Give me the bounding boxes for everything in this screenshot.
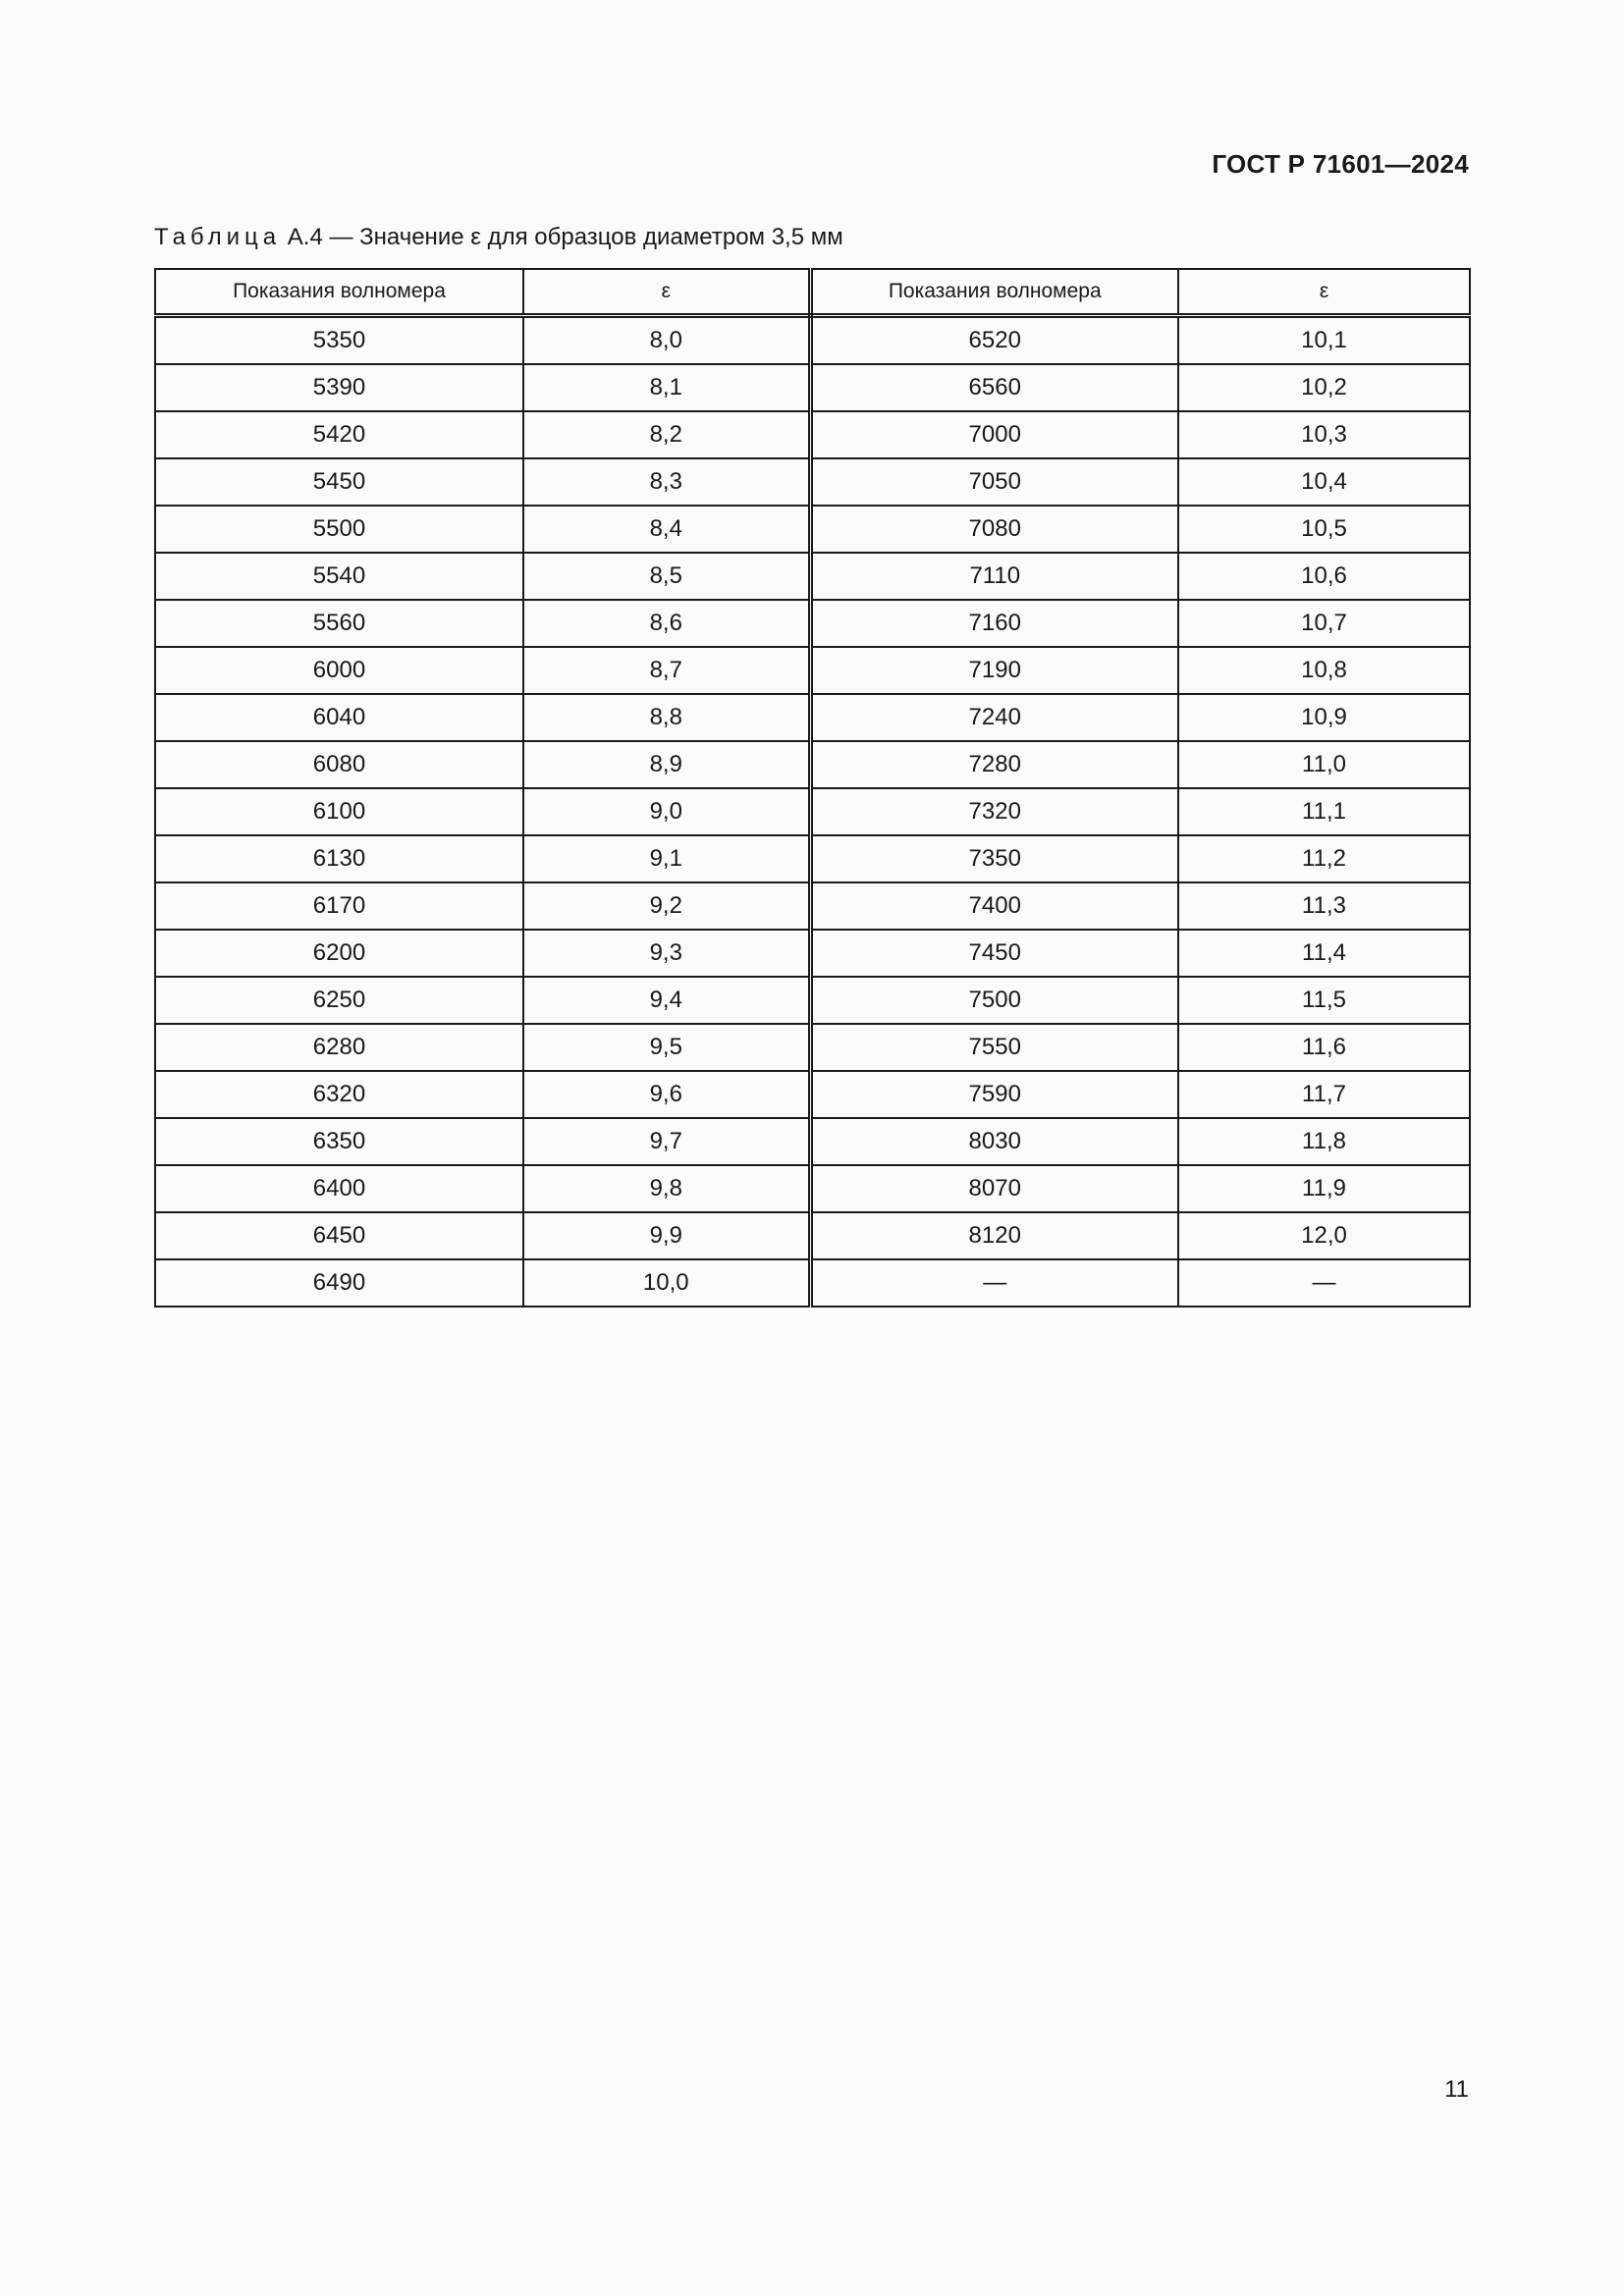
- table-row: [155, 1118, 1470, 1165]
- cell-epsilon: 11,1: [1178, 788, 1470, 835]
- cell-wavemeter-reading: 5420: [155, 411, 523, 458]
- cell-wavemeter-reading: 6170: [155, 882, 523, 930]
- cell-epsilon: 11,6: [1178, 1024, 1470, 1071]
- cell-epsilon: 10,3: [1178, 411, 1470, 458]
- table-row: [155, 1212, 1470, 1259]
- cell-wavemeter-reading: 6520: [810, 316, 1178, 365]
- cell-wavemeter-reading: 6080: [155, 741, 523, 788]
- cell-wavemeter-reading: 8070: [810, 1165, 1178, 1212]
- page-number: 11: [1444, 2076, 1469, 2103]
- cell-epsilon: 10,6: [1178, 553, 1470, 600]
- cell-epsilon: 11,0: [1178, 741, 1470, 788]
- cell-epsilon: 8,0: [523, 316, 810, 365]
- cell-wavemeter-reading: 7110: [810, 553, 1178, 600]
- cell-epsilon: 11,3: [1178, 882, 1470, 930]
- cell-epsilon: 10,1: [1178, 316, 1470, 365]
- table-caption-prefix: Таблица: [154, 224, 282, 250]
- cell-epsilon: 8,9: [523, 741, 810, 788]
- table-header-row: [155, 269, 1470, 316]
- cell-epsilon: 8,8: [523, 694, 810, 741]
- cell-epsilon: 10,0: [523, 1259, 810, 1307]
- cell-epsilon: 9,3: [523, 930, 810, 977]
- cell-wavemeter-reading: 6250: [155, 977, 523, 1024]
- cell-epsilon: 11,7: [1178, 1071, 1470, 1118]
- cell-wavemeter-reading: 6560: [810, 364, 1178, 411]
- cell-wavemeter-reading: 8120: [810, 1212, 1178, 1259]
- cell-epsilon: 8,3: [523, 458, 810, 506]
- cell-epsilon: 9,6: [523, 1071, 810, 1118]
- cell-wavemeter-reading: 5390: [155, 364, 523, 411]
- table-row: [155, 1071, 1470, 1118]
- cell-wavemeter-reading: 6100: [155, 788, 523, 835]
- cell-epsilon: 8,5: [523, 553, 810, 600]
- table-row: [155, 411, 1470, 458]
- cell-wavemeter-reading: —: [810, 1259, 1178, 1307]
- cell-epsilon: 10,5: [1178, 506, 1470, 553]
- epsilon-table: [154, 268, 1471, 1308]
- cell-epsilon: 9,4: [523, 977, 810, 1024]
- cell-wavemeter-reading: 5450: [155, 458, 523, 506]
- cell-epsilon: 10,4: [1178, 458, 1470, 506]
- cell-wavemeter-reading: 6450: [155, 1212, 523, 1259]
- table-row: [155, 1259, 1470, 1307]
- cell-wavemeter-reading: 6490: [155, 1259, 523, 1307]
- cell-epsilon: 11,5: [1178, 977, 1470, 1024]
- cell-wavemeter-reading: 7190: [810, 647, 1178, 694]
- table-row: [155, 364, 1470, 411]
- table-container: [154, 268, 1469, 1308]
- cell-epsilon: 9,1: [523, 835, 810, 882]
- cell-epsilon: 9,0: [523, 788, 810, 835]
- table-caption: [154, 224, 843, 251]
- cell-epsilon: 8,7: [523, 647, 810, 694]
- cell-epsilon: 9,5: [523, 1024, 810, 1071]
- table-row: [155, 977, 1470, 1024]
- column-header-epsilon: ε: [1178, 269, 1470, 316]
- table-row: [155, 1165, 1470, 1212]
- table-row: [155, 458, 1470, 506]
- cell-wavemeter-reading: 5560: [155, 600, 523, 647]
- column-header-epsilon: ε: [523, 269, 810, 316]
- cell-wavemeter-reading: 6000: [155, 647, 523, 694]
- cell-epsilon: 10,7: [1178, 600, 1470, 647]
- cell-epsilon: 10,8: [1178, 647, 1470, 694]
- table-row: [155, 882, 1470, 930]
- cell-wavemeter-reading: 7050: [810, 458, 1178, 506]
- column-header-wavemeter-reading: Показания волномера: [155, 269, 523, 316]
- cell-wavemeter-reading: 6400: [155, 1165, 523, 1212]
- cell-epsilon: 9,7: [523, 1118, 810, 1165]
- cell-epsilon: 9,9: [523, 1212, 810, 1259]
- table-row: [155, 788, 1470, 835]
- cell-epsilon: 8,4: [523, 506, 810, 553]
- cell-wavemeter-reading: 7350: [810, 835, 1178, 882]
- table-row: [155, 506, 1470, 553]
- table-caption-text: А.4 — Значение ε для образцов диаметром 3,5 мм: [281, 224, 843, 250]
- cell-wavemeter-reading: 7240: [810, 694, 1178, 741]
- cell-epsilon: 11,2: [1178, 835, 1470, 882]
- cell-wavemeter-reading: 5540: [155, 553, 523, 600]
- cell-wavemeter-reading: 5500: [155, 506, 523, 553]
- cell-epsilon: 11,4: [1178, 930, 1470, 977]
- cell-wavemeter-reading: 5350: [155, 316, 523, 365]
- cell-wavemeter-reading: 7400: [810, 882, 1178, 930]
- cell-wavemeter-reading: 7320: [810, 788, 1178, 835]
- table-row: [155, 316, 1470, 365]
- cell-wavemeter-reading: 7500: [810, 977, 1178, 1024]
- cell-wavemeter-reading: 7000: [810, 411, 1178, 458]
- cell-epsilon: 11,9: [1178, 1165, 1470, 1212]
- cell-epsilon: 12,0: [1178, 1212, 1470, 1259]
- table-row: [155, 553, 1470, 600]
- cell-epsilon: 10,2: [1178, 364, 1470, 411]
- cell-wavemeter-reading: 7590: [810, 1071, 1178, 1118]
- column-header-wavemeter-reading: Показания волномера: [810, 269, 1178, 316]
- cell-epsilon: 9,8: [523, 1165, 810, 1212]
- table-row: [155, 741, 1470, 788]
- cell-epsilon: 10,9: [1178, 694, 1470, 741]
- cell-epsilon: 9,2: [523, 882, 810, 930]
- cell-wavemeter-reading: 6040: [155, 694, 523, 741]
- document-code: ГОСТ Р 71601—2024: [1212, 149, 1469, 179]
- table-row: [155, 694, 1470, 741]
- cell-epsilon: 11,8: [1178, 1118, 1470, 1165]
- table-body: [155, 316, 1470, 1308]
- cell-epsilon: —: [1178, 1259, 1470, 1307]
- cell-wavemeter-reading: 7160: [810, 600, 1178, 647]
- cell-wavemeter-reading: 6200: [155, 930, 523, 977]
- cell-wavemeter-reading: 7450: [810, 930, 1178, 977]
- cell-wavemeter-reading: 6350: [155, 1118, 523, 1165]
- cell-epsilon: 8,2: [523, 411, 810, 458]
- cell-wavemeter-reading: 6320: [155, 1071, 523, 1118]
- cell-wavemeter-reading: 7550: [810, 1024, 1178, 1071]
- cell-wavemeter-reading: 6130: [155, 835, 523, 882]
- table-row: [155, 647, 1470, 694]
- table-row: [155, 600, 1470, 647]
- cell-wavemeter-reading: 7080: [810, 506, 1178, 553]
- table-row: [155, 835, 1470, 882]
- cell-wavemeter-reading: 7280: [810, 741, 1178, 788]
- table-row: [155, 1024, 1470, 1071]
- cell-wavemeter-reading: 8030: [810, 1118, 1178, 1165]
- cell-wavemeter-reading: 6280: [155, 1024, 523, 1071]
- cell-epsilon: 8,1: [523, 364, 810, 411]
- table-row: [155, 930, 1470, 977]
- cell-epsilon: 8,6: [523, 600, 810, 647]
